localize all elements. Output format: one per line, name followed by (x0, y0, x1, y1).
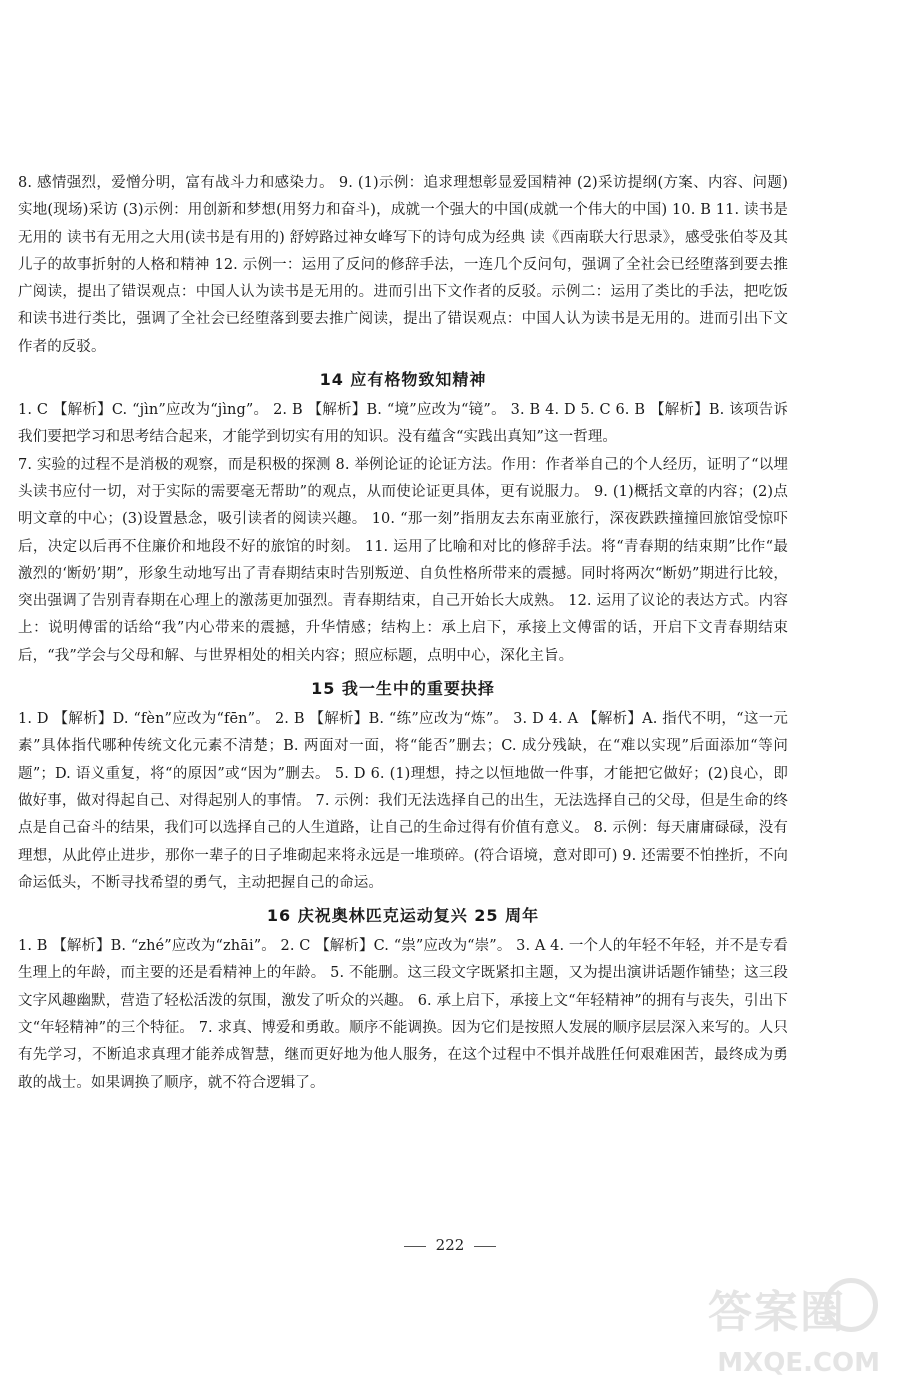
answer-content (18, 170, 788, 1097)
section-title: 15 我一生中的重要抉择 (311, 679, 495, 699)
section-title: 16 庆祝奥林匹克运动复兴 25 周年 (266, 906, 540, 926)
answer-paragraph: 1. C 【解析】C. “jìn”应改为“jìng”。 2. B 【解析】B. “境”应改为“镜”。 3. B 4. D 5. C 6. B 【解析】B. 该项告诉我们要把学习和思考结合起来，才能学到切实有用的知识。没有蕴含“实践出真知”这一哲理。 (18, 402, 788, 446)
watermark-title: 答案圈 (708, 1287, 846, 1338)
watermark-url: MXQE.COM (717, 1348, 880, 1378)
answer-paragraph: 7. 实验的过程不是消极的观察，而是积极的探测 8. 举例论证的论证方法。作用：作者举自己的个人经历，证明了“以埋头读书应付一切，对于实际的需要毫无帮助”的观点，从而使论证更具体，更有说服力。 9. (1)概括文章的内容；(2)点明文章的中心；(3)设置悬念，吸引读者的阅读兴趣。 10. “那一刻”指朋友去东南亚旅行，深夜跌跌撞撞回旅馆受惊吓后，决定以后再不住廉价和地段不好的旅馆的时刻。 11. 运用了比喻和对比的修辞手法。将“青春期的结束期”比作“最激烈的‘断奶’期”，形象生动地写出了青春期结束时告别叛逆、自负性格所带来的震撼。同时将两次“断奶”期进行比较，突出强调了告别青春期在心理上的激荡更加强烈。青春期结束，自己开始长大成熟。 12. 运用了议论的表达方式。内容上：说明傅雷的话给“我”内心带来的震撼，升华情感；结构上：承上启下，承接上文傅雷的话，开启下文青春期结束后，“我”学会与父母和解、与世界相处的相关内容；照应标题，点明中心，深化主旨。 (18, 456, 788, 664)
page-number-dash-right (474, 1246, 496, 1247)
section-title: 14 应有格物致知精神 (319, 370, 487, 390)
answer-paragraph: 1. D 【解析】D. “fèn”应改为“fēn”。 2. B 【解析】B. “练”应改为“炼”。 3. D 4. A 【解析】A. 指代不明，“这一元素”具体指代哪种传统文化元素不清楚；B. 两面对一面，将“能否”删去；C. 成分残缺，在“难以实现”后面添加“等问题”；D. 语义重复，将“的原因”或“因为”删去。 5. D 6. (1)理想，持之以恒地做一件事，才能把它做好；(2)良心，即做好事，做对得起自己、对得起别人的事情。 7. 示例：我们无法选择自己的出生，无法选择自己的父母，但是生命的终点是自己奋斗的结果，我们可以选择自己的人生道路，让自己的生命过得有价值有意义。 8. 示例：每天庸庸碌碌，没有理想，从此停止进步，那你一辈子的日子堆砌起来将永远是一堆琐碎。(符合语境，意对即可) 9. 还需要不怕挫折，不向命运低头，不断寻找希望的勇气，主动把握自己的命运。 (18, 711, 788, 891)
page-number-dash-left (404, 1246, 426, 1247)
watermark-logo (686, 1272, 886, 1382)
answer-paragraph: 1. B 【解析】B. “zhé”应改为“zhāi”。 2. C 【解析】C. “祟”应改为“崇”。 3. A 4. 一个人的年轻不年轻，并不是专看生理上的年龄，而主要的还是看精神上的年龄。 5. 不能删。这三段文字既紧扣主题，又为提出演讲话题作铺垫；这三段文字风趣幽默，营造了轻松活泼的氛围，激发了听众的兴趣。 6. 承上启下，承接上文“年轻精神”的拥有与丧失，引出下文“年轻精神”的三个特征。 7. 求真、博爱和勇敢。顺序不能调换。因为它们是按照人发展的顺序层层深入来写的。人只有先学习，不断追求真理才能养成智慧，继而更好地为他人服务，在这个过程中不惧并战胜任何艰难困苦，最终成为勇敢的战士。如果调换了顺序，就不符合逻辑了。 (18, 938, 788, 1091)
page-number (0, 1236, 900, 1254)
answer-paragraph: 8. 感情强烈，爱憎分明，富有战斗力和感染力。 9. (1)示例：追求理想彰显爱国精神 (2)采访提纲(方案、内容、问题) 实地(现场)采访 (3)示例：用创新和梦想(用努力和奋斗)，成就一个强大的中国(成就一个伟大的中国) 10. B 11. 读书是无用的 读书有无用之大用(读书是有用的) 舒婷路过神女峰写下的诗句成为经典 读《西南联大行思录》，感受张伯苓及其儿子的故事折射的人格和精神 12. 示例一：运用了反问的修辞手法，一连几个反问句，强调了全社会已经堕落到要去推广阅读，提出了错误观点：中国人认为读书是无用的。进而引出下文作者的反驳。示例二：运用了类比的手法，把吃饭和读书进行类比，强调了全社会已经堕落到要去推广阅读，提出了错误观点：中国人认为读书是无用的。进而引出下文作者的反驳。 (18, 175, 788, 355)
page-number-text: 222 (435, 1236, 465, 1254)
